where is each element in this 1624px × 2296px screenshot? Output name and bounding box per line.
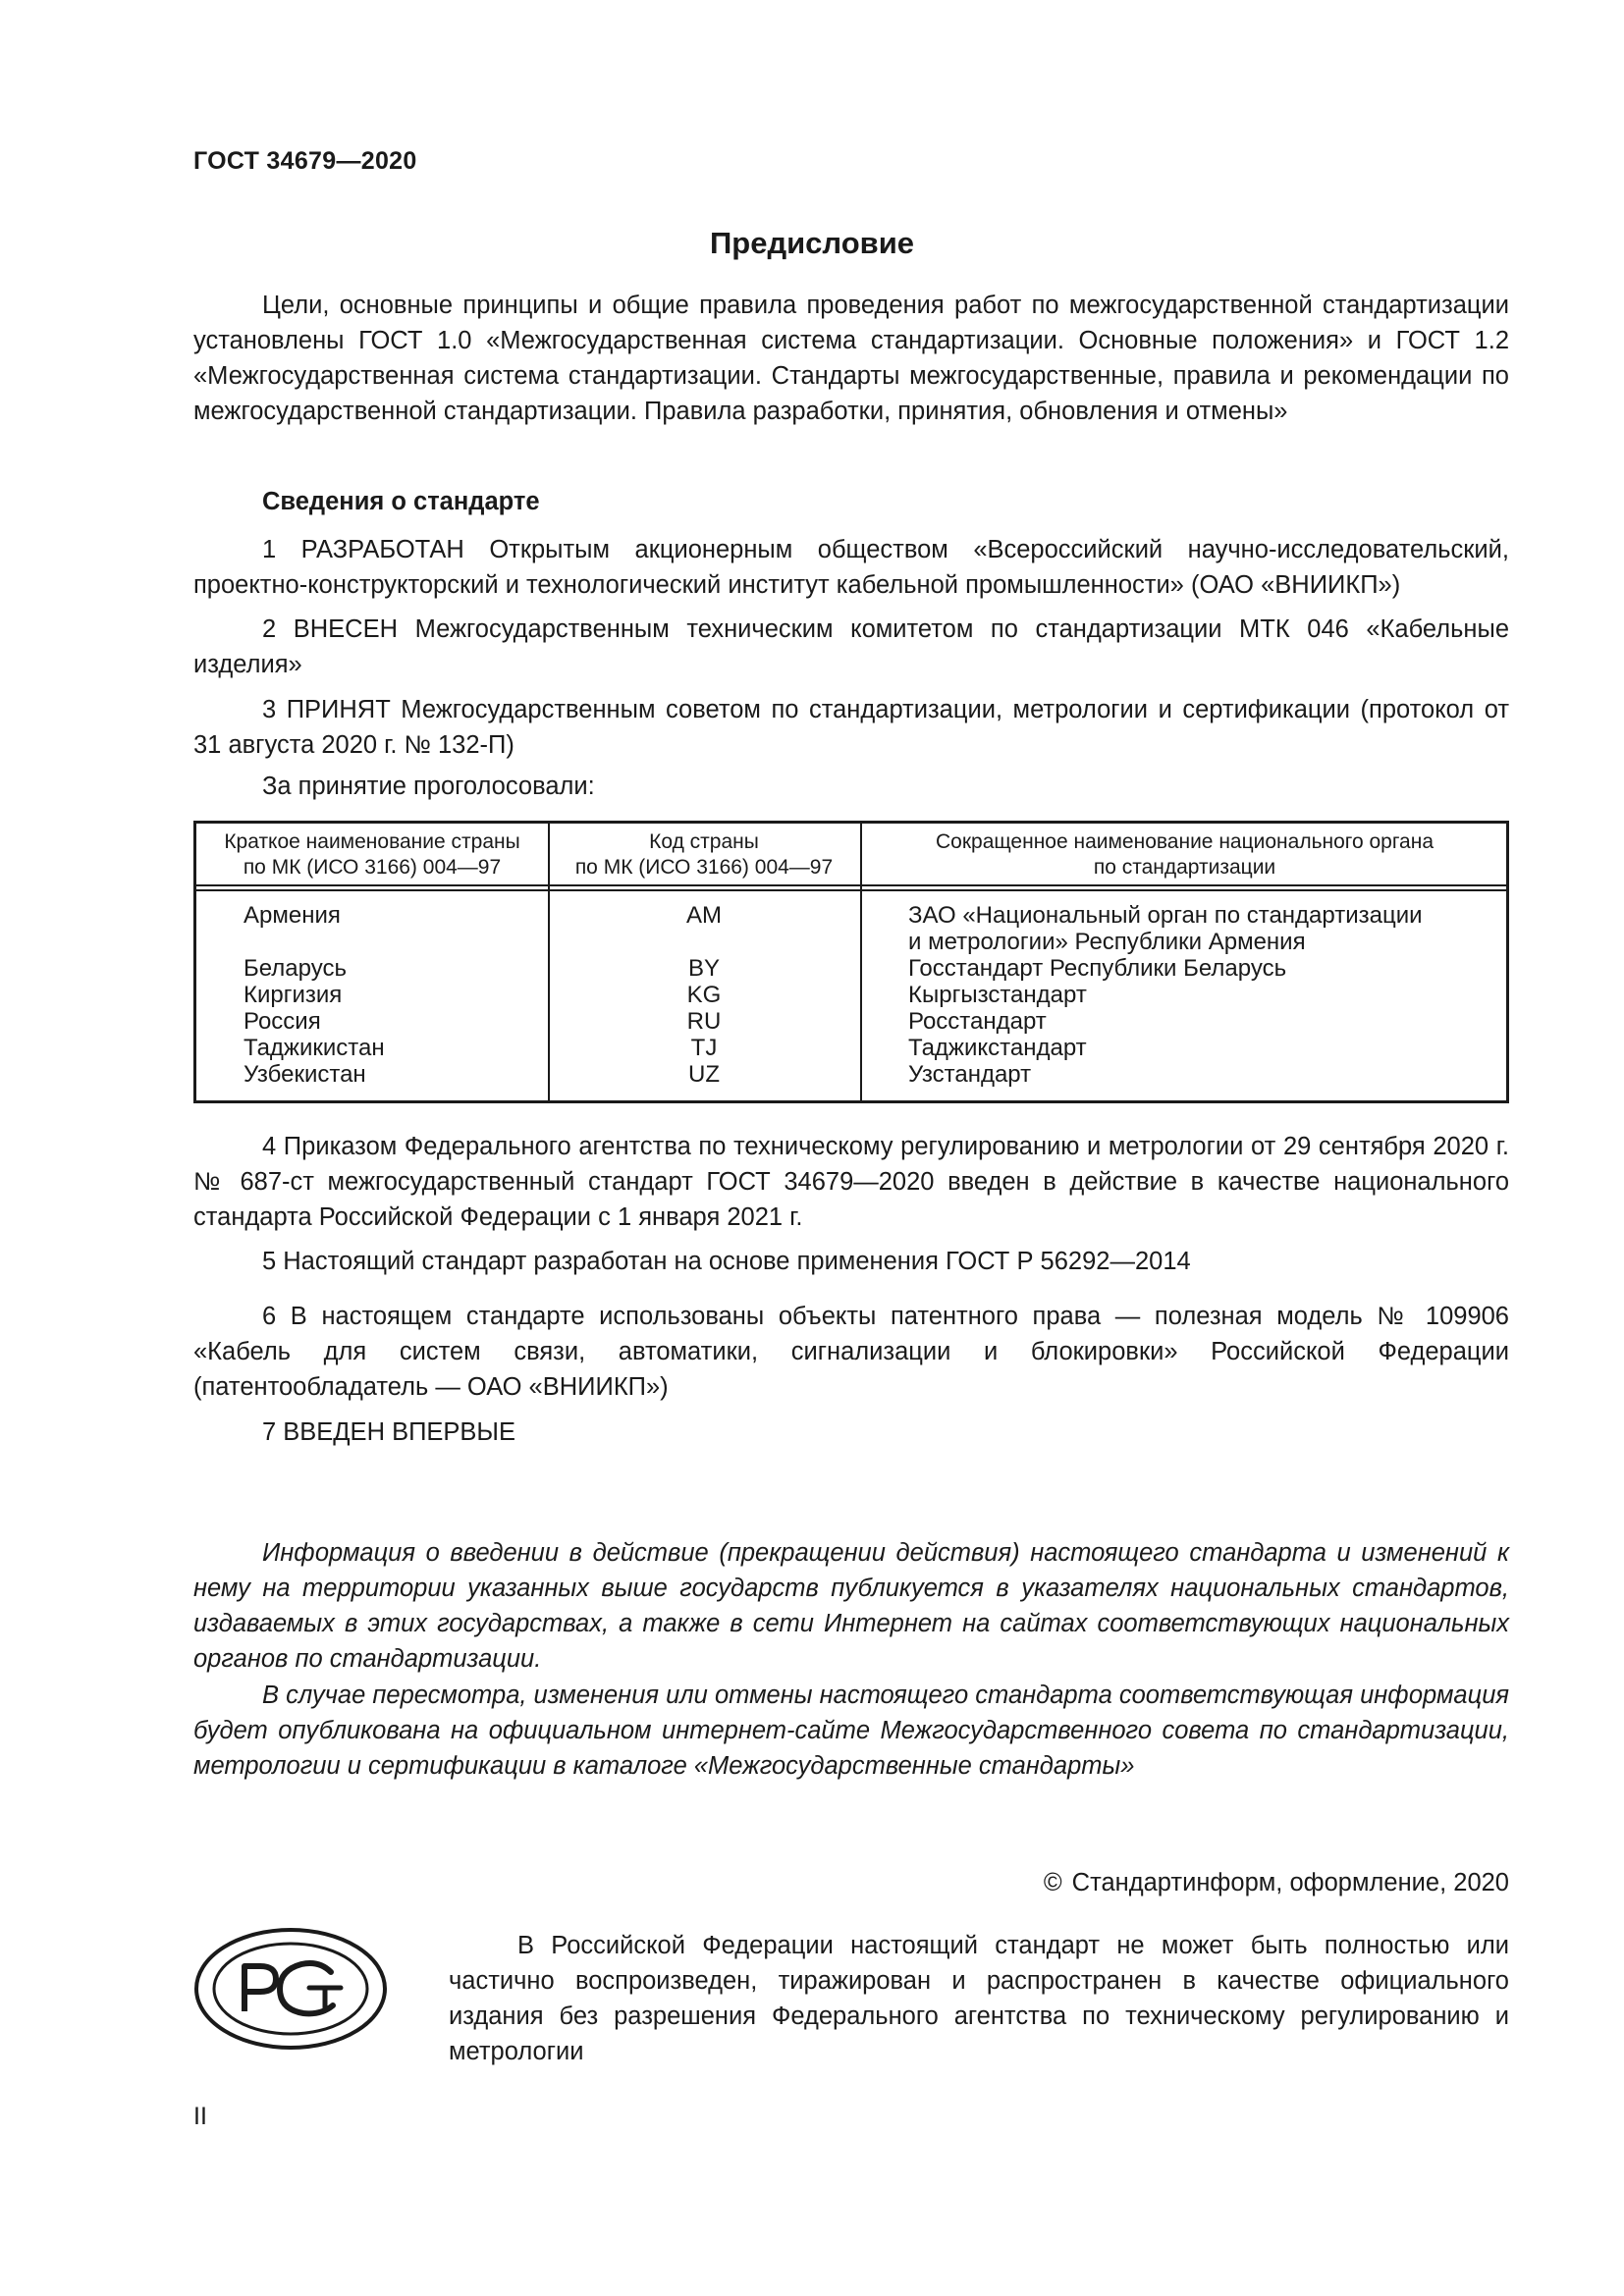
table-cell-spacer	[244, 929, 385, 955]
item-6-text: 6 В настоящем стандарте использованы объекты патентного права — полезная модель № 109906 «Кабель для систем связи, автоматики, сигнализации и блокировки» Российской Федерации (патентообладатель — ОАО «ВНИИКП»)	[193, 1303, 1509, 1401]
table-cell-country: Армения	[244, 902, 341, 929]
rst-certification-mark-icon	[193, 1927, 388, 2051]
item-1-text: 1 РАЗРАБОТАН Открытым акционерным обществом «Всероссийский научно-исследовательский, проектно-конструкторский и технологический институт кабельной промышленности» (ОАО «ВНИИКП»)	[193, 536, 1509, 599]
table-cell-country: Узбекистан	[244, 1061, 366, 1088]
voting-table	[193, 821, 1509, 1103]
item-2-text: 2 ВНЕСЕН Межгосударственным техническим комитетом по стандартизации МТК 046 «Кабельные изделия»	[193, 615, 1509, 678]
body-column	[908, 902, 1423, 1088]
table-cell-code: BY	[687, 955, 720, 982]
page-number: II	[193, 2103, 207, 2130]
item-4	[193, 1129, 1509, 1235]
document-code: ГОСТ 34679—2020	[193, 147, 417, 175]
table-cell-country: Таджикистан	[244, 1035, 385, 1061]
intro-paragraph	[193, 288, 1509, 429]
notice-paragraph-1	[193, 1535, 1509, 1677]
item-6	[193, 1299, 1509, 1405]
header-line: по МК (ИСО 3166) 004—97	[574, 856, 834, 879]
table-header-body	[860, 824, 1509, 886]
table-cell-country: Киргизия	[244, 982, 343, 1008]
item-5	[193, 1244, 1509, 1279]
table-cell-body: Узстандарт	[908, 1061, 1032, 1088]
table-cell-code: UZ	[688, 1061, 720, 1088]
table-cell-body: Таджикстандарт	[908, 1035, 1087, 1061]
item-2	[193, 612, 1509, 682]
table-cell-country: Беларусь	[244, 955, 347, 982]
item-7-text: 7 ВВЕДЕН ВПЕРВЫЕ	[262, 1418, 516, 1446]
item-5-text: 5 Настоящий стандарт разработан на основе применения ГОСТ Р 56292—2014	[262, 1248, 1191, 1275]
table-cell-body: и метрологии» Республики Армения	[908, 929, 1306, 955]
page-title: Предисловие	[709, 226, 914, 260]
table-header-country	[196, 824, 548, 886]
vote-label: За принятие проголосовали:	[262, 773, 595, 800]
table-header-code	[548, 824, 860, 886]
header-line: по МК (ИСО 3166) 004—97	[243, 856, 502, 879]
intro-text: Цели, основные принципы и общие правила проведения работ по межгосударственной стандартизации установлены ГОСТ 1.0 «Межгосударственная система стандартизации. Основные положения» и ГОСТ 1.2 «Межгосударственная система стандартизации. Стандарты межгосударственные, правила и рекомендации по межгосударственной стандартизации. Правила разработки, принятия, обновления и отмены»	[193, 292, 1509, 425]
copyright-text: Стандартинформ, оформление, 2020	[1071, 1869, 1509, 1896]
notice-paragraph-2	[193, 1678, 1509, 1784]
table-cell-body: Кыргызстандарт	[908, 982, 1087, 1008]
copyright-line	[1044, 1869, 1509, 1897]
table-cell-spacer	[548, 929, 860, 955]
item-4-text: 4 Приказом Федерального агентства по техническому регулированию и метрологии от 29 сентября 2020 г. № 687-ст межгосударственный стандарт ГОСТ 34679—2020 введен в действие в качестве национального стандарта Российской Федерации с 1 января 2021 г.	[193, 1133, 1509, 1231]
table-header-rule	[196, 889, 1506, 891]
item-1	[193, 532, 1509, 603]
table-cell-body: Госстандарт Республики Беларусь	[908, 955, 1287, 982]
copyright-symbol: ©	[1043, 1869, 1062, 1896]
header-line: Сокращенное наименование национального органа	[935, 830, 1435, 853]
header-line: по стандартизации	[1093, 856, 1276, 879]
rights-text: В Российской Федерации настоящий стандарт не может быть полностью или частично воспроизведен, тиражирован и распространен в качестве официального издания без разрешения Федерального агентства по техническому регулированию и метрологии	[449, 1932, 1509, 2065]
country-column	[244, 902, 385, 1088]
code-column	[548, 902, 860, 1088]
table-cell-code: AM	[686, 902, 722, 929]
header-line: Код страны	[649, 830, 759, 853]
item-3	[193, 692, 1509, 763]
notice-text-2: В случае пересмотра, изменения или отмены настоящего стандарта соответствующая информация будет опубликована на официальном интернет-сайте Межгосударственного совета по стандартизации, метрологии и сертификации в каталоге «Межгосударственные стандарты»	[193, 1682, 1509, 1780]
item-7	[193, 1415, 1509, 1450]
table-cell-body: Росстандарт	[908, 1008, 1047, 1035]
info-heading: Сведения о стандарте	[262, 488, 540, 515]
notice-text-1: Информация о введении в действие (прекращении действия) настоящего стандарта и изменений к нему на территории указанных выше государств публикуется в указателях национальных стандартов, издаваемых в этих государствах, а также в сети Интернет на сайтах соответствующих национальных органов по стандартизации.	[193, 1539, 1509, 1673]
table-cell-code: RU	[686, 1008, 722, 1035]
table-cell-code: TJ	[690, 1035, 718, 1061]
header-line: Краткое наименование страны	[224, 830, 520, 853]
table-cell-code: KG	[686, 982, 722, 1008]
rights-notice	[449, 1928, 1509, 2069]
table-cell-body: ЗАО «Национальный орган по стандартизации	[908, 902, 1423, 929]
item-3-text: 3 ПРИНЯТ Межгосударственным советом по стандартизации, метрологии и сертификации (протокол от 31 августа 2020 г. № 132-П)	[193, 696, 1509, 759]
table-cell-country: Россия	[244, 1008, 321, 1035]
